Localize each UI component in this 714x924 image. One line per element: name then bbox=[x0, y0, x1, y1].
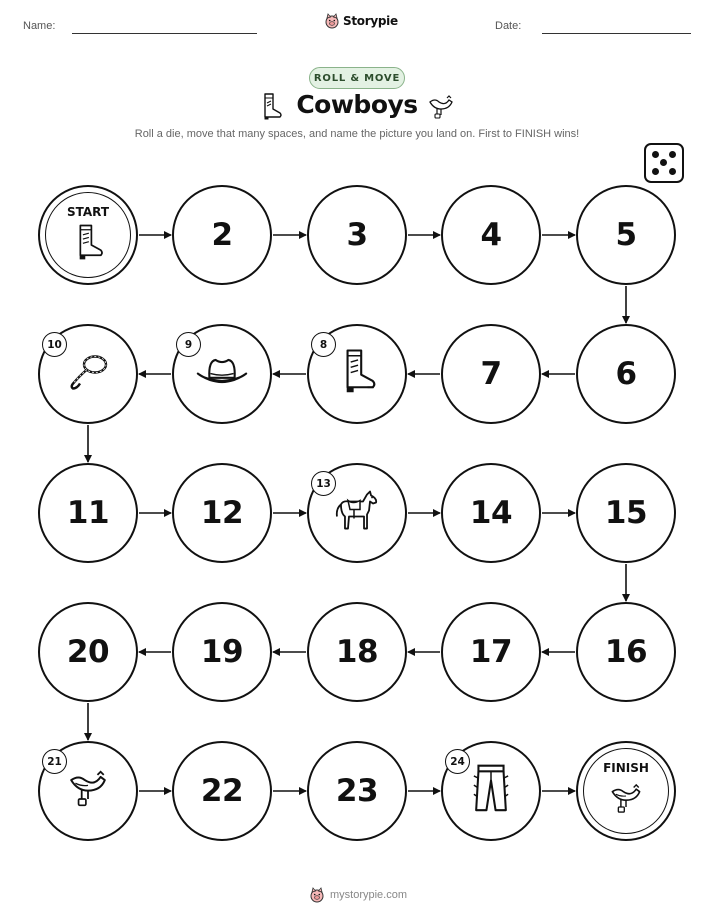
space-6[interactable] bbox=[576, 324, 676, 424]
chaps-icon bbox=[470, 762, 512, 820]
instructions: Roll a die, move that many spaces, and name the picture you land on. First to FINISH wins! bbox=[134, 128, 580, 140]
space-number: 11 bbox=[66, 495, 110, 531]
footer-url[interactable]: mystorypie.com bbox=[330, 889, 408, 901]
space-23[interactable] bbox=[307, 741, 407, 841]
space-9[interactable] bbox=[172, 324, 272, 424]
date-label: Date: bbox=[495, 20, 522, 32]
brand-name: Storypie bbox=[343, 14, 398, 28]
space-number-tag: 10 bbox=[42, 332, 67, 357]
space-number-tag: 13 bbox=[311, 471, 336, 496]
space-10[interactable] bbox=[38, 324, 138, 424]
space-number: 2 bbox=[211, 217, 233, 253]
space-5[interactable] bbox=[576, 185, 676, 285]
space-number: 18 bbox=[335, 634, 379, 670]
lasso-icon bbox=[65, 351, 111, 398]
space-16[interactable] bbox=[576, 602, 676, 702]
space-4[interactable] bbox=[441, 185, 541, 285]
space-number: 20 bbox=[66, 634, 110, 670]
space-number: 15 bbox=[604, 495, 648, 531]
space-14[interactable] bbox=[441, 463, 541, 563]
space-8[interactable] bbox=[307, 324, 407, 424]
space-number: 5 bbox=[615, 217, 637, 253]
space-7[interactable] bbox=[441, 324, 541, 424]
space-13[interactable] bbox=[307, 463, 407, 563]
space-3[interactable] bbox=[307, 185, 407, 285]
space-finish[interactable] bbox=[576, 741, 676, 841]
space-start[interactable] bbox=[38, 185, 138, 285]
page-title: Cowboys bbox=[296, 90, 418, 119]
space-15[interactable] bbox=[576, 463, 676, 563]
space-11[interactable] bbox=[38, 463, 138, 563]
space-number-tag: 21 bbox=[42, 749, 67, 774]
saddle-icon bbox=[67, 768, 109, 815]
space-number: 14 bbox=[469, 495, 513, 531]
space-21[interactable] bbox=[38, 741, 138, 841]
space-17[interactable] bbox=[441, 602, 541, 702]
space-22[interactable] bbox=[172, 741, 272, 841]
space-12[interactable] bbox=[172, 463, 272, 563]
space-label: START bbox=[66, 205, 110, 219]
space-number: 22 bbox=[200, 773, 244, 809]
space-24[interactable] bbox=[441, 741, 541, 841]
cowboy-boot-icon bbox=[71, 223, 105, 267]
space-label: FINISH bbox=[603, 761, 649, 775]
pig-mascot-icon bbox=[309, 887, 325, 903]
space-18[interactable] bbox=[307, 602, 407, 702]
space-number: 3 bbox=[346, 217, 368, 253]
cowboy-boot-icon bbox=[336, 347, 378, 400]
space-20[interactable] bbox=[38, 602, 138, 702]
cowboy-hat-icon bbox=[195, 355, 250, 394]
name-label: Name: bbox=[23, 20, 56, 32]
game-type-badge: ROLL & MOVE bbox=[309, 67, 405, 89]
saddled-horse-icon bbox=[333, 488, 381, 537]
space-number: 6 bbox=[615, 356, 637, 392]
space-number-tag: 8 bbox=[311, 332, 336, 357]
space-number: 7 bbox=[480, 356, 502, 392]
space-number: 17 bbox=[469, 634, 513, 670]
space-number-tag: 9 bbox=[176, 332, 201, 357]
footer bbox=[309, 887, 407, 903]
space-number: 23 bbox=[335, 773, 379, 809]
space-number: 4 bbox=[480, 217, 502, 253]
saddle-icon bbox=[609, 781, 643, 820]
space-number-tag: 24 bbox=[445, 749, 470, 774]
space-number: 16 bbox=[604, 634, 648, 670]
space-19[interactable] bbox=[172, 602, 272, 702]
space-number: 12 bbox=[200, 495, 244, 531]
space-2[interactable] bbox=[172, 185, 272, 285]
space-number: 19 bbox=[200, 634, 244, 670]
